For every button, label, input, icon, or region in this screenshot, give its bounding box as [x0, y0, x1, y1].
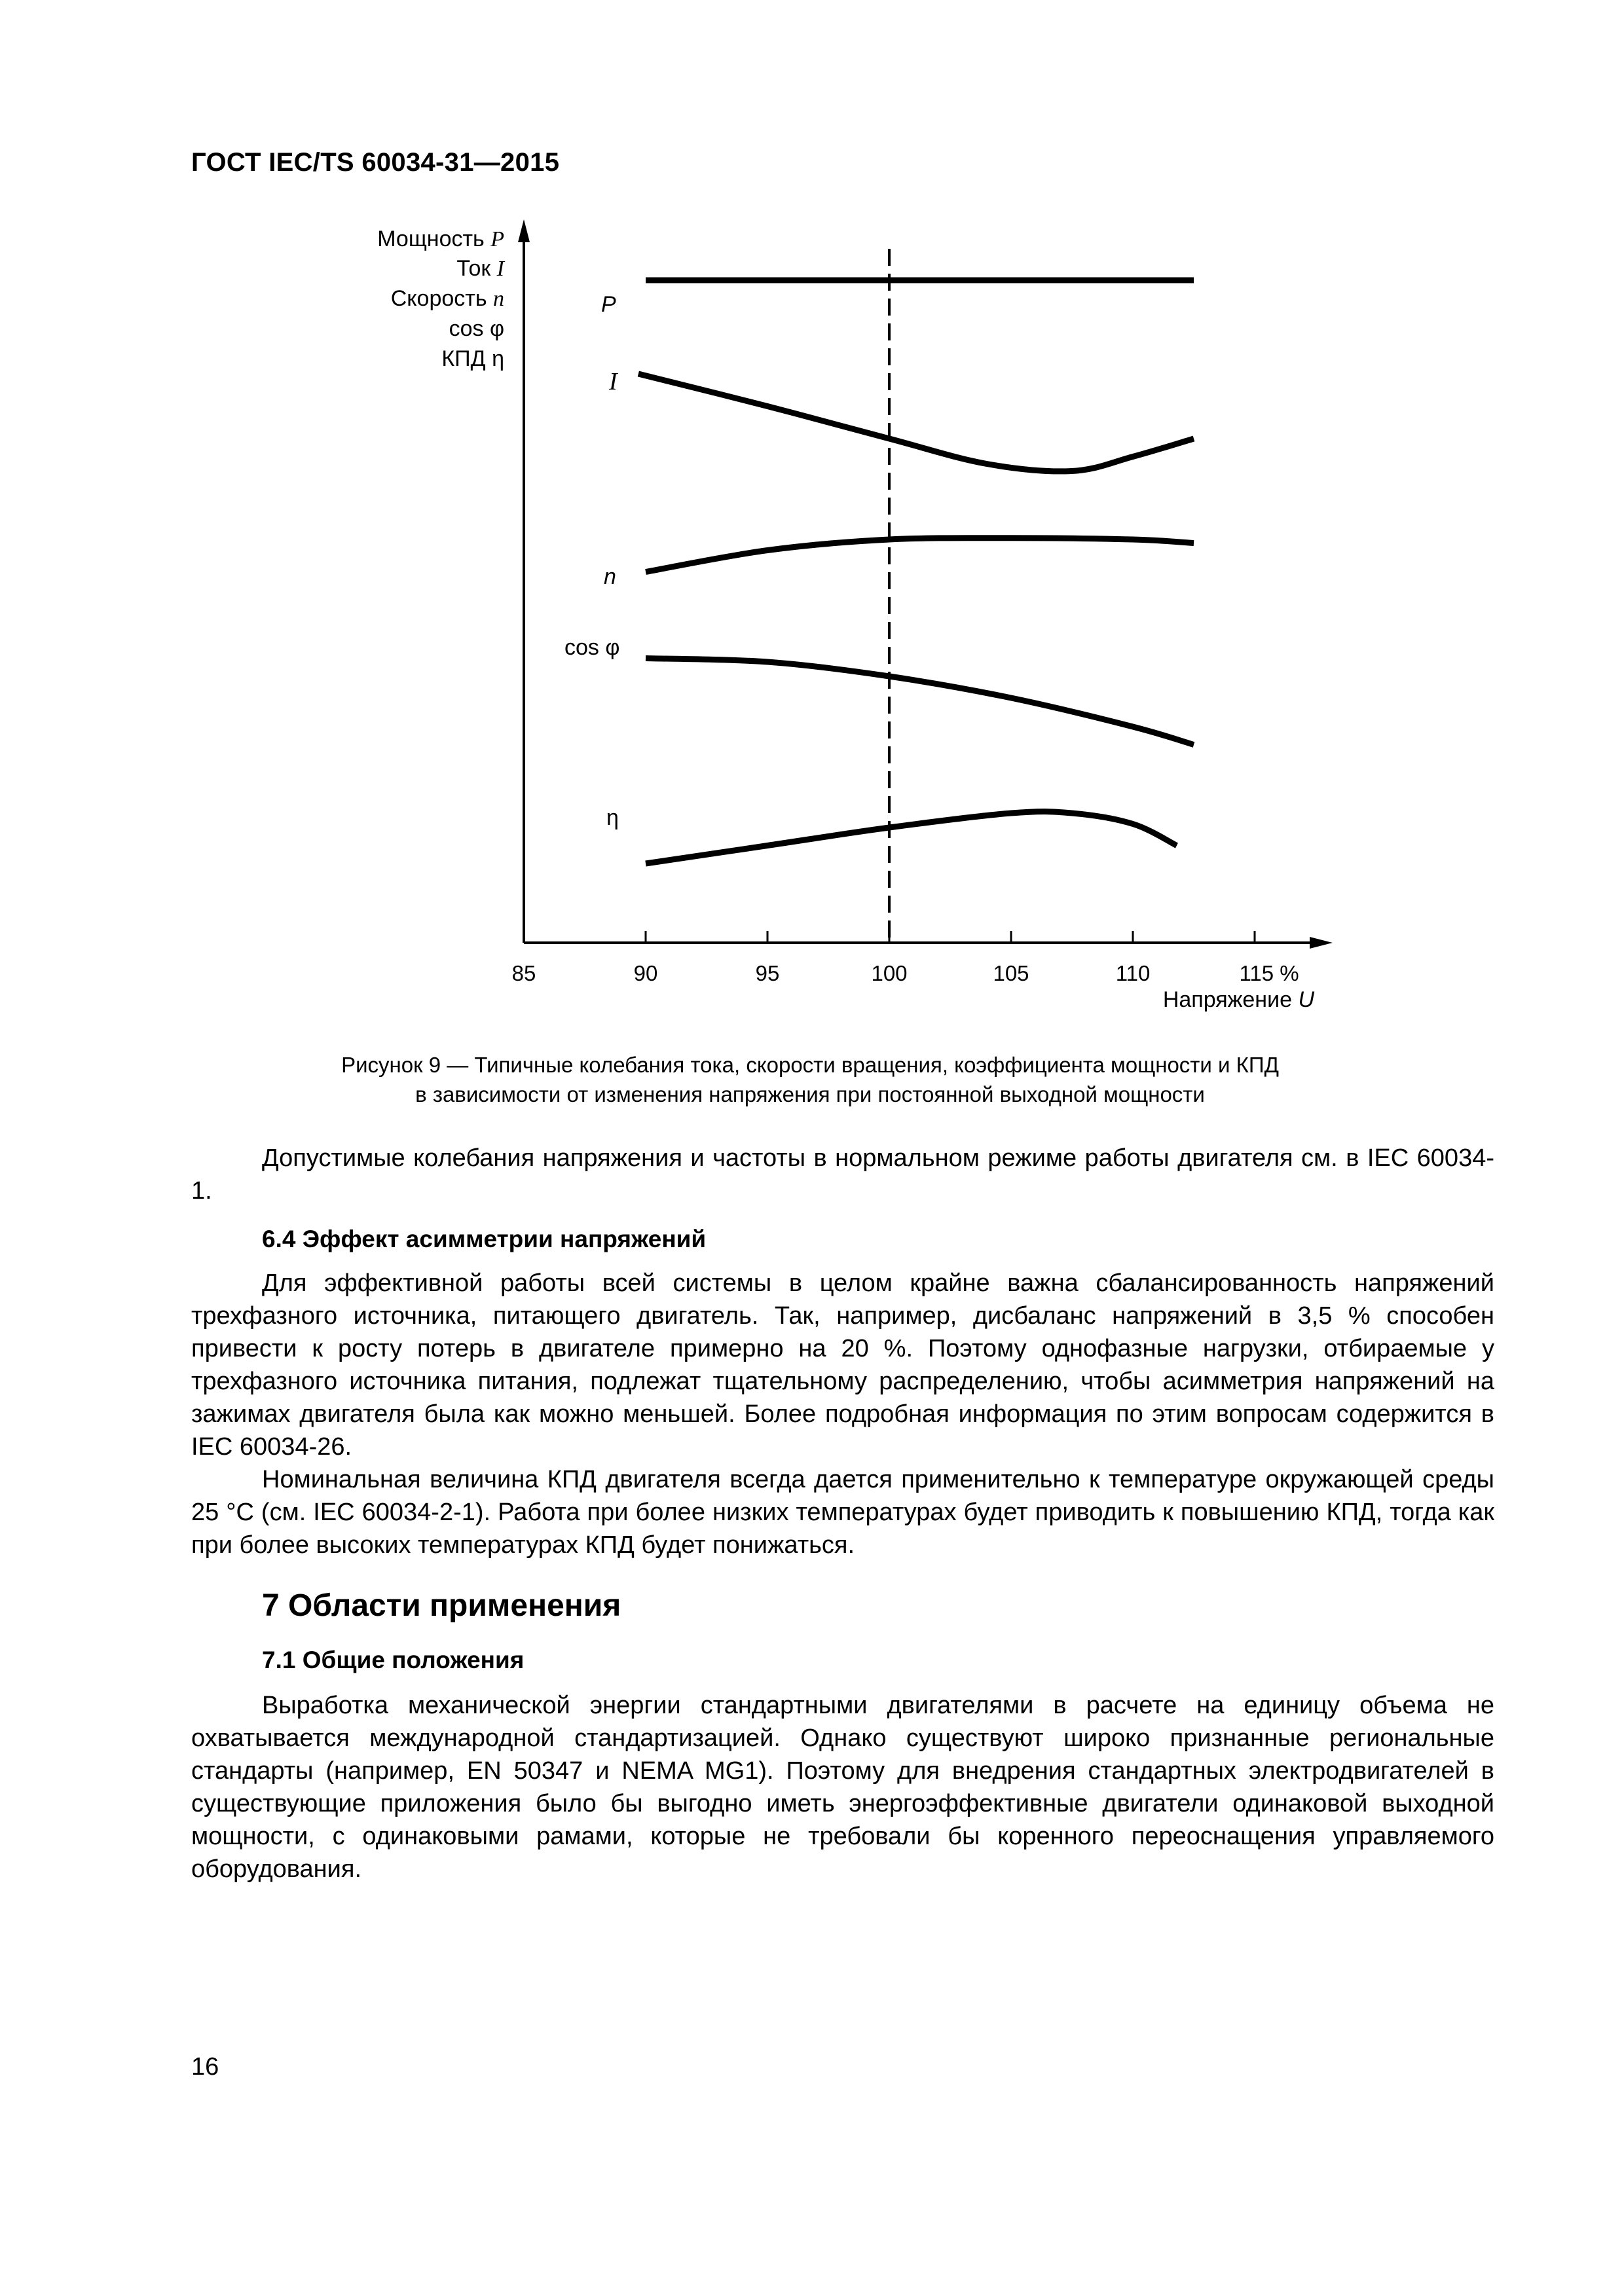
y-label-current: Ток I: [456, 256, 504, 281]
paragraph-efficiency-temp: Номинальная величина КПД двигателя всегда дается применительно к температуре окружающей среды 25 °C (см. IEC 60034-2-1). Работа при более низких температурах будет приводить к повышению КПД, тогда как при более высоких температурах КПД будет понижаться.: [191, 1466, 1494, 1559]
x-tick-label: 105: [993, 961, 1029, 985]
figure-caption-line-1: Рисунок 9 — Типичные колебания тока, скорости вращения, коэффициента мощности и КПД: [341, 1053, 1279, 1077]
series-line-cos: [646, 659, 1194, 745]
heading-7: 7 Области применения: [262, 1588, 621, 1623]
curve-label-cos: cos φ: [564, 635, 620, 660]
series-line-eta: [646, 812, 1177, 864]
y-label-speed: Скорость n: [390, 286, 504, 311]
curve-label-eta: η: [606, 805, 619, 830]
heading-7-1: 7.1 Общие положения: [262, 1647, 525, 1673]
x-axis-title: Напряжение U: [1162, 987, 1314, 1012]
standard-header: ГОСТ IEC/TS 60034-31—2015: [191, 148, 560, 177]
curve-label-n: n: [604, 564, 616, 589]
x-axis-arrow: [1310, 937, 1333, 949]
heading-6-4: 6.4 Эффект асимметрии напряжений: [262, 1226, 707, 1252]
x-tick-label: 90: [633, 961, 658, 985]
figure-caption-line-2: в зависимости от изменения напряжения при постоянной выходной мощности: [415, 1082, 1205, 1106]
y-label-efficiency: КПД η: [441, 346, 504, 371]
paragraph-applications: Выработка механической энергии стандартными двигателями в расчете на единицу объема не охватывается международной стандартизацией. Однако существуют широко признанные региональные стандарты (например, EN 50347 и NEMA MG1). Поэтому для внедрения стандартных электродвигателей в существующие приложения было бы выгодно иметь энергоэффективные двигатели одинаковой выходной мощности, с одинаковыми рамами, которые не требовали бы коренного переоснащения управляемого оборудования.: [191, 1692, 1494, 1883]
curve-label-P: P: [601, 292, 616, 317]
page-number: 16: [191, 2053, 219, 2081]
series-line-n: [646, 538, 1194, 572]
x-tick-label: 100: [871, 961, 908, 985]
x-tick-label: 85: [511, 961, 536, 985]
series-line-I: [638, 374, 1194, 471]
curve-label-I: I: [609, 368, 618, 395]
paragraph-voltage-limits: Допустимые колебания напряжения и частоты в нормальном режиме работы двигателя см. в IEC 60034-1.: [191, 1144, 1494, 1205]
y-label-power-factor: cos φ: [449, 316, 504, 341]
y-label-power: Мощность P: [377, 227, 504, 251]
y-axis-arrow: [518, 219, 530, 242]
paragraph-asymmetry: Для эффективной работы всей системы в целом крайне важна сбалансированность напряжений трехфазного источника, питающего двигатель. Так, например, дисбаланс напряжений в 3,5 % способен привести к росту потерь в двигателе примерно на 20 %. Поэтому однофазные нагрузки, отбираемые у трехфазного источника питания, подлежат тщательному распределению, чтобы асимметрия напряжений на зажимах двигателя была как можно меньшей. Более подробная информация по этим вопросам содержится в IEC 60034-26.: [191, 1269, 1494, 1461]
x-tick-label: 115 %: [1239, 961, 1299, 985]
figure-9: [0, 0, 1624, 1048]
x-tick-label: 95: [755, 961, 780, 985]
chart: [0, 0, 1624, 1048]
x-tick-label: 110: [1115, 961, 1151, 985]
